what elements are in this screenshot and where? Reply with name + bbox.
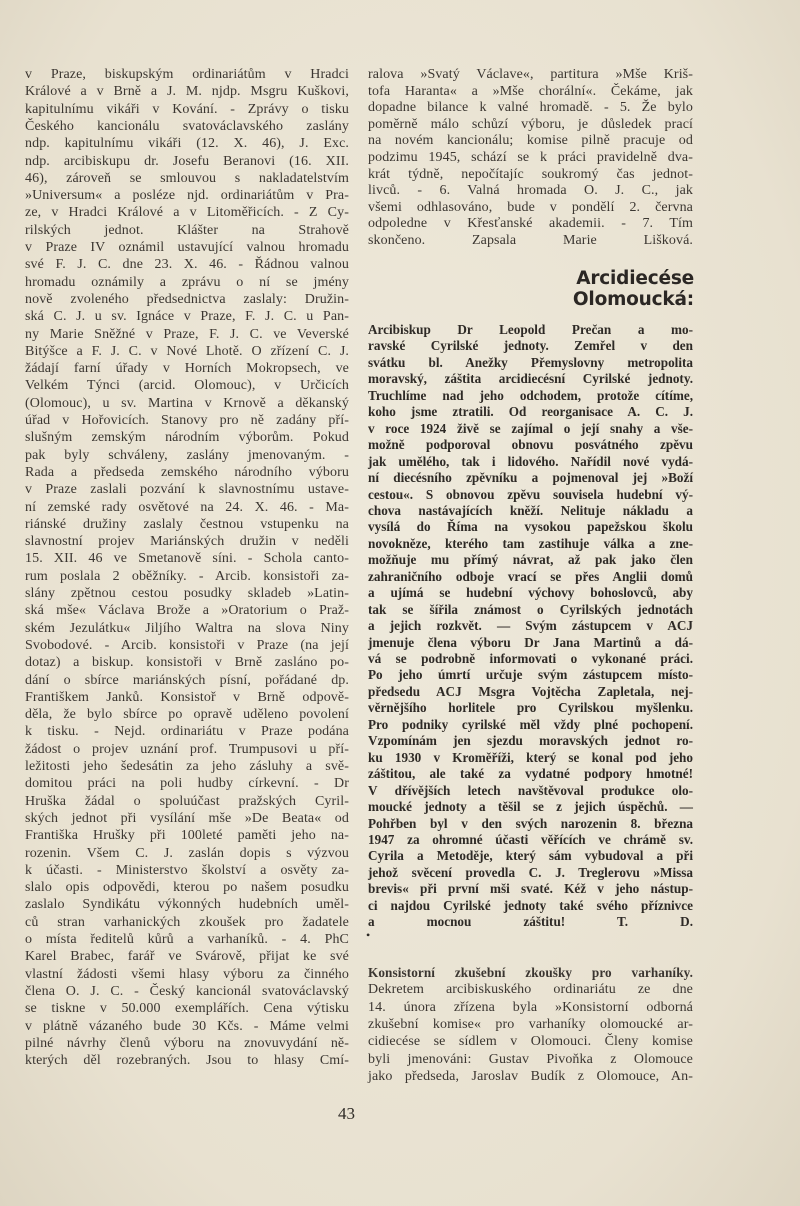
text-line: Svobodové. - Arcib. konsistoři v Praze (na její	[25, 637, 349, 653]
obituary-line: jehož svěcení provedla C. J. Treglerovu »Missa	[368, 864, 693, 880]
text-line: v plátně vázaného bude 30 Kčs. - Máme velmi	[25, 1018, 349, 1034]
obituary-line: Pohřben byl v den svých narozenin 8. března	[368, 815, 693, 831]
text-line: Rada a předseda zemského národního výboru	[25, 464, 349, 480]
text-line: Českého kancionálu svatováclavského zaslány	[25, 118, 349, 134]
text-line: slalo opis odpovědi, kterou po našem posudku	[25, 880, 349, 896]
obituary-line: Arcibiskup Dr Leopold Prečan a mo-	[368, 322, 693, 337]
obituary-line: v roce 1924 živě se zajímal o její snahy a vše-	[368, 420, 693, 436]
text-line: slavnostní projev Mariánských družin v neděli	[25, 534, 349, 550]
text-line: domitou práci na poli hudby církevní. - Dr	[25, 776, 349, 792]
text-line: cidiecése se sídlem v Olomouci. Členy komise	[368, 1034, 693, 1050]
text-line: ská mše« Václava Brože a »Oratorium o Praž-	[25, 603, 349, 619]
text-line: pilné návrhy členů výboru na znovuvydání ně-	[25, 1035, 349, 1051]
text-line: slušným zemským národním výborům. Pokud	[25, 430, 349, 446]
obituary-line: Truchlíme nad jeho odchodem, protože cítíme,	[368, 387, 693, 403]
obituary-line: jmenuje člena výboru Dr Jana Martinů a dá-	[368, 634, 693, 650]
text-line: úřad v Hořovicích. Stanovy pro ně zadány pří-	[25, 413, 349, 428]
text-line: kapitulnímu vikáři v Kování. - Zprávy o tisku	[25, 101, 349, 117]
obituary-line: moravský, záštita arcidiecésní Cyrilské jednoty.	[368, 371, 693, 387]
obituary-line: vá se podrobně informovati o vykonané práci.	[368, 651, 693, 666]
text-line: kterých děl rozebraných. Jsou to hlasy Cmí-	[25, 1053, 349, 1069]
text-line: jako předseda, Jaroslav Budík z Olomouce, An-	[368, 1068, 693, 1084]
text-line: dání o sbírce mariánských písní, pořádané dp.	[25, 672, 349, 688]
obituary-line: koho jsme ztratili. Od reorganisace A. C. J.	[368, 404, 693, 420]
obituary-line: 1947 za ohromné účasti věřících ve chrámě sv.	[368, 831, 693, 847]
text-line: v Praze IV oznámil ustavující valnou hromadu	[25, 240, 349, 255]
text-line: ců stran varhanických zkoušek pro žadatele	[25, 914, 349, 930]
text-line: se tiskne v 50.000 exemplářích. Cena výtisku	[25, 1001, 349, 1017]
page-number: 43	[338, 1104, 355, 1123]
text-line: pak byly schváleny, zaslány jmenovaným. -	[25, 447, 349, 463]
text-line: byli jmenováni: Gustav Pivoňka z Olomouce	[368, 1051, 693, 1067]
obituary-line: záštitou, ale také za vydatné podpory hmotné!	[368, 766, 693, 782]
text-line: Konsistorní zkušební zkoušky pro varhaníky.	[368, 965, 693, 980]
text-line: odpoledne v Křesťanské akademii. - 7. Tím	[368, 216, 693, 232]
text-line: (Olomouc), u sv. Martina v Krnově a děkanský	[25, 395, 349, 411]
text-line: dotaz) a biskup. konsistoři v Brně zasláno po-	[25, 655, 349, 671]
obituary-line: cestou«. S obnovou zpěvu souvisela hudební vý-	[368, 486, 693, 502]
obituary-line: ku 1930 v Kroměříži, který se konal pod jeho	[368, 749, 693, 765]
text-line: slány zpětnou cestou posudky skladeb »Latin-	[25, 586, 349, 601]
text-line: skončeno. Zapsala Marie Lišková.	[368, 233, 693, 248]
text-line: člena O. J. C. - Český kancionál svatováclavský	[25, 983, 349, 999]
text-line: ských jednot při vysílání mše »De Beata« od	[25, 810, 349, 826]
obituary-line: zahraničního odboje vrací se přes Anglii domů	[368, 568, 693, 584]
obituary-line: brevis« při první mši svaté. Kéž v jeho nástup-	[368, 881, 693, 897]
obituary-line: tak se šířila známost o Cyrilských jednotách	[368, 601, 693, 617]
text-line: své F. J. C. dne 23. X. 46. - Řádnou valnou	[25, 257, 349, 273]
text-line: Hruška žádal o spoluúčast pražských Cyril-	[25, 793, 349, 809]
text-line: k tisku. - Nejd. ordinariátu v Praze podána	[25, 724, 349, 740]
text-line: ležitosti jeho šedesátin za jeho zásluhy a svě-	[25, 759, 349, 774]
obituary-line: svátku bl. Anežky Přemyslovny metropolita	[368, 354, 693, 370]
obituary-line: V dřívějších letech navštěvoval produkce olo-	[368, 782, 693, 798]
text-line: Dekretem arcibiskuského ordinariátu ze dne	[368, 982, 693, 998]
text-line: Velkém Týnci (arcid. Olomouc), v Určicích	[25, 378, 349, 394]
text-line: podzimu 1945, schází se k práci pravidelně dva-	[368, 150, 693, 165]
obituary-line: Vzpomínám jen sjezdu moravských jednot ro-	[368, 733, 693, 749]
text-line: Františka Hrušky při 100leté paměti jeho na-	[25, 828, 349, 844]
obituary-line: novokněze, kterého tam zastihuje válka a zne-	[368, 535, 693, 551]
obituary-line: možňuje mu přímý návrat, až pak jako člen	[368, 552, 693, 568]
obituary-line: a ujímá se hudební výchovy bohoslovců, aby	[368, 585, 693, 601]
obituary-line: a jejich rozkvět. — Svým zástupcem v ACJ	[368, 618, 693, 634]
text-line: žádají farní úřady v Horních Mokropsech, ve	[25, 361, 349, 377]
text-line: v Praze zaslali pozvání k slavnostnímu ustave-	[25, 482, 349, 498]
obituary-line: ní diecésního zpěvníku a pojmenoval jej »Boží	[368, 470, 693, 486]
obituary-line: ci najdou Cyrilské jednoty také svého příznivce	[368, 897, 693, 913]
text-line: k účasti. - Ministerstvo školství a osvěty za-	[25, 862, 349, 878]
text-line: ndp. arcibiskupu dr. Josefu Beranovi (16. XII.	[25, 153, 349, 169]
text-line: ská C. J. u sv. Ignáce v Praze, F. J. C. u Pan-	[25, 309, 349, 325]
text-line: 15. XII. 46 ve Smetanově síni. - Schola canto-	[25, 551, 349, 567]
text-line: zkušební komise« pro varhaníky olomoucké ar-	[368, 1016, 693, 1032]
obituary-line: předsedu ACJ Msgra Vojtěcha Zapletala, nej-	[368, 683, 693, 699]
text-line: tofa Haranta« a »Mše chorální«. Čekáme, jak	[368, 83, 693, 99]
obituary-line: ravské Cyrilské jednoty. Zemřel v den	[368, 338, 693, 354]
obituary-line: Pro podniky cyrilské měl vždy plné pochopení.	[368, 716, 693, 732]
text-line: 14. února zřízena byla »Konsistorní odborná	[368, 999, 693, 1015]
separator-bullet: •	[366, 928, 371, 942]
text-line: Králové a v Brně a J. M. njdp. Msgru Kuškovi,	[25, 84, 349, 100]
text-line: všemi odhlasováno, bude v pondělí 2. června	[368, 199, 693, 215]
text-line: Karel Brabec, farář ve Svárově, přijat ke své	[25, 949, 349, 965]
text-line: Františkem Janků. Konsistoř v Brně odpově-	[25, 689, 349, 705]
text-line: ny Marie Sněžné v Praze, F. J. C. ve Veverské	[25, 326, 349, 342]
obituary-line: chova nastávajících kněží. Nelituje nákladu a	[368, 502, 693, 518]
text-line: riánské družiny zaslaly čestnou vstupenku na	[25, 516, 349, 532]
text-line: Bitýšce a F. J. C. v Nové Lhotě. O zřízení C. J.	[25, 343, 349, 359]
section-heading: Arcidiecése Olomoucká:	[572, 268, 694, 310]
text-line: ndp. kapitulnímu vikáři (12. X. 46), J. Exc.	[25, 136, 349, 152]
text-line: žádost o projev uznání prof. Trumpusovi u pří-	[25, 741, 349, 757]
text-line: v Praze, biskupským ordinariátům v Hradci	[25, 67, 349, 82]
obituary-line: a mocnou záštitu! T. D.	[368, 914, 693, 930]
text-line: poměrně málo schůzí výboru, je důsledek prací	[368, 116, 693, 132]
obituary-line: věrnějšího horlitele pro Cyrilskou myšlenku.	[368, 700, 693, 716]
text-line: 46), zároveň se smlouvou s nakladatelstvím	[25, 170, 349, 186]
text-line: dopadne bilance k valné hromadě. - 5. Že bylo	[368, 100, 693, 116]
obituary-line: Po jeho úmrtí určuje svým zástupcem místo-	[368, 667, 693, 683]
obituary-line: možně podporoval obnovu posvátného zpěvu	[368, 437, 693, 453]
text-line: zaslalo Syndikátu výkonných hudebních uměl-	[25, 897, 349, 913]
text-line: livců. - 6. Valná hromada O. J. C., jak	[368, 183, 693, 199]
text-line: vlastní žádosti všemi hlasy výboru za činného	[25, 966, 349, 982]
text-line: děla, že bylo sbírce po opravě uděleno povolení	[25, 707, 349, 723]
text-line: ském Jezulátku« Jiljího Waltra na slova Niny	[25, 620, 349, 636]
text-line: rum poslala 2 oběžníky. - Arcib. konsistoři za-	[25, 568, 349, 584]
text-line: ní zemské rady osvětové na 24. X. 46. - Ma-	[25, 499, 349, 515]
text-line: nově zvoleného předsednictva zaslaly: Družin-	[25, 291, 349, 307]
text-line: hromadu oznámily a zprávu o ní se jmény	[25, 274, 349, 290]
text-line: rozenin. Všem C. J. zaslán dopis s výzvou	[25, 845, 349, 861]
obituary-line: moucké jednoty a těšil se z jejich úspěchů. —	[368, 799, 693, 815]
text-line: na novém kancionálu; komise pilně pracuje od	[368, 133, 693, 149]
text-line: ze, v Hradci Králové a v Litoměřicích. - Z Cy-	[25, 205, 349, 221]
text-line: »Universum« a posléze njd. ordinariátům v Pra-	[25, 188, 349, 204]
text-line: ralova »Svatý Václave«, partitura »Mše Kriš-	[368, 67, 693, 82]
obituary-line: vysílá do Říma na vysokou papežskou školu	[368, 519, 693, 535]
obituary-line: jak umělého, tak i lidového. Nařídil nové vydá-	[368, 453, 693, 469]
obituary-line: Cyrila a Metoděje, který sám vybudoval a při	[368, 848, 693, 864]
text-line: rilských jednot. Klášter na Strahově	[25, 222, 349, 238]
text-line: o místa ředitelů kůrů a varhaníků. - 4. PhC	[25, 932, 349, 947]
text-line: krát týdně, nepočítajíc soukromý čas jednot-	[368, 166, 693, 182]
